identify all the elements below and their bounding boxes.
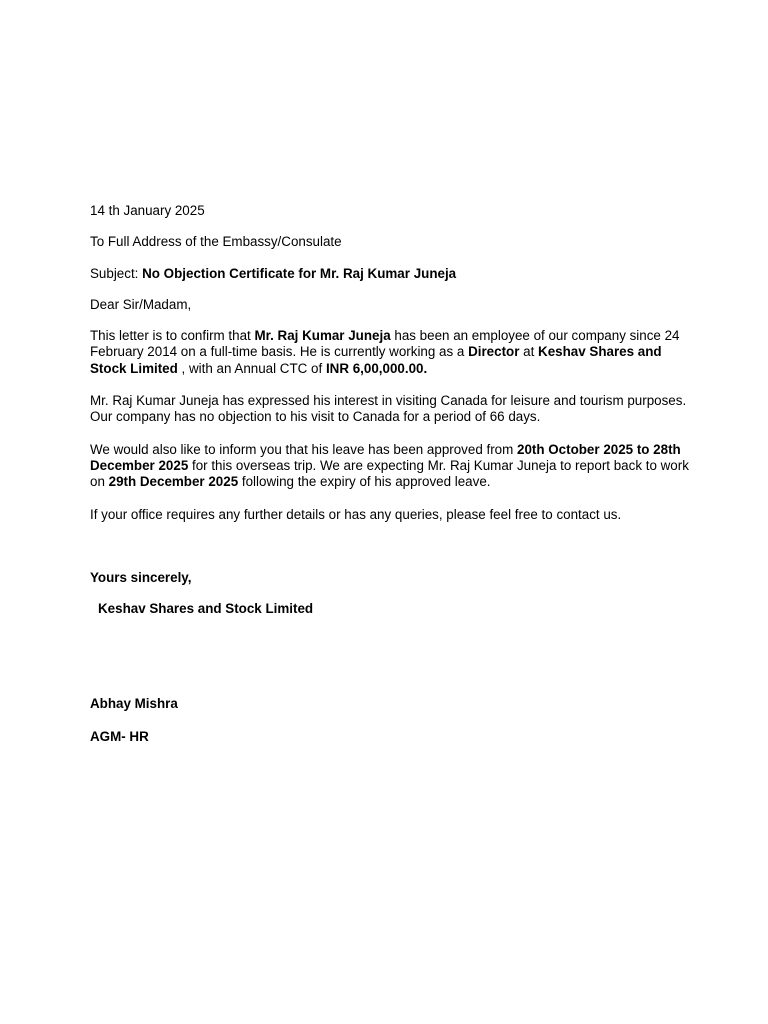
paragraph-travel-purpose: Mr. Raj Kumar Juneja has expressed his interest in visiting Canada for leisure and tourism purposes. Our company has no objection to his visit to Canada for a period of 66 days. [90, 393, 687, 425]
employee-designation: Director [468, 344, 520, 360]
employer-name: Keshav Shares and Stock Limited [90, 344, 662, 376]
para3-text-1: We would also like to inform you that his leave has been approved from [90, 441, 517, 457]
para1-text-4: , with an Annual CTC of [177, 360, 326, 376]
letter-date: 14 th January 2025 [90, 203, 205, 218]
para3-text-3: following the expiry of his approved leave. [238, 474, 491, 490]
paragraph-employment [90, 328, 690, 377]
subject-prefix: Subject: [90, 265, 143, 281]
signer-title: AGM- HR [90, 728, 149, 744]
letter-body [90, 203, 690, 745]
para1-text-1: This letter is to confirm that [90, 328, 255, 344]
para3-text-2: for this overseas trip. We are expecting Mr. Raj Kumar Juneja to report back to work on [90, 457, 689, 490]
annual-ctc: INR 6,00,000.00. [325, 360, 428, 376]
closing: Yours sincerely, [90, 569, 192, 585]
paragraph-leave [90, 442, 690, 491]
para1-text-3: at [519, 344, 539, 360]
leave-period: 20th October 2025 to 28th December 2025 [90, 441, 681, 473]
company-name: Keshav Shares and Stock Limited [98, 601, 314, 617]
subject-line [90, 266, 690, 282]
paragraph-contact: If your office requires any further details or has any queries, please feel free to contact us. [90, 506, 622, 522]
return-date: 29th December 2025 [108, 474, 239, 490]
signer-name: Abhay Mishra [90, 696, 178, 712]
para1-text-2: has been an employee of our company since 24 February 2014 on a full-time basis. He is currently working as a [90, 328, 680, 360]
recipient-address: To Full Address of the Embassy/Consulate [90, 234, 342, 250]
salutation: Dear Sir/Madam, [90, 296, 192, 312]
subject-text: No Objection Certificate for Mr. Raj Kumar Juneja [142, 265, 457, 281]
employee-name: Mr. Raj Kumar Juneja [254, 328, 391, 344]
